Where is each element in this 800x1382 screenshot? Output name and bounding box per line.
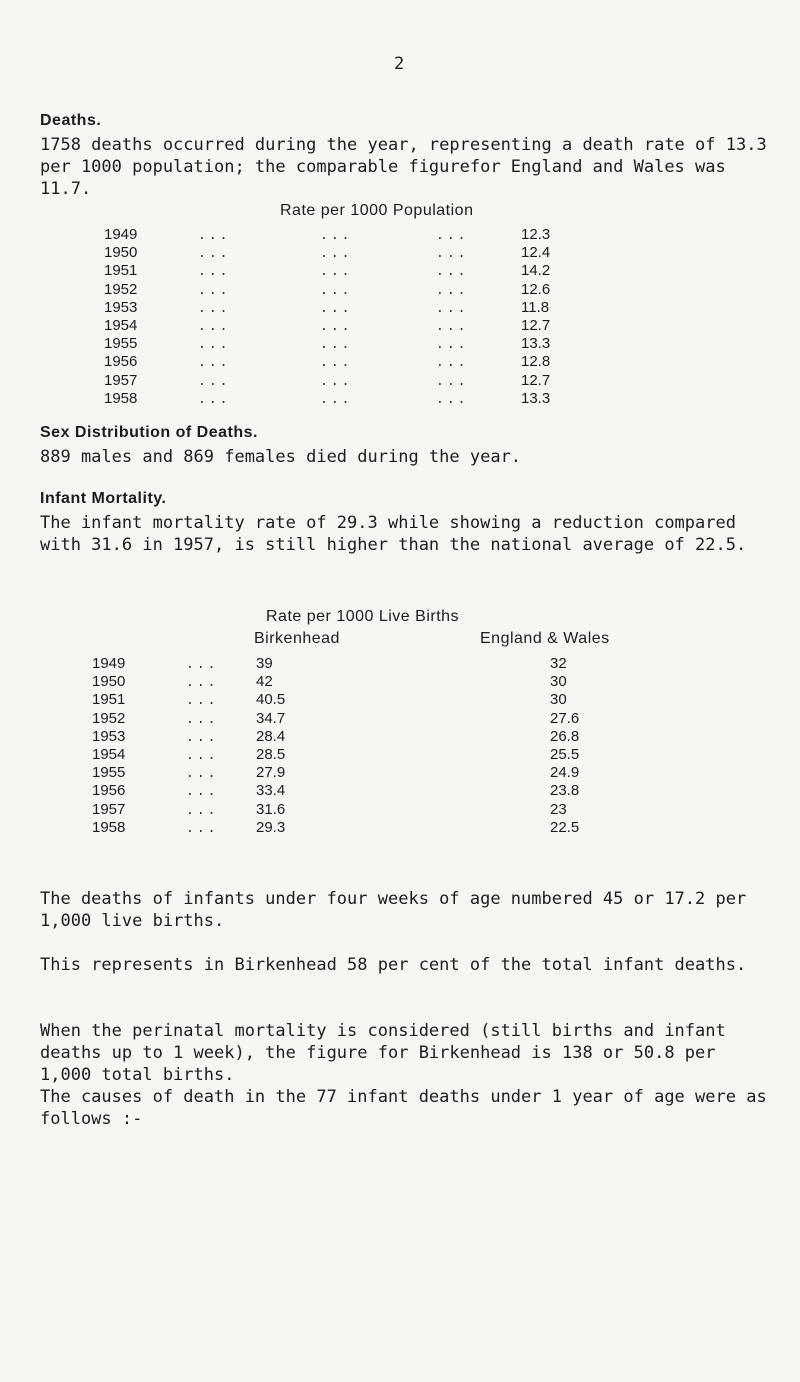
- birkenhead-rate: 39: [256, 655, 273, 672]
- leader-dots: ...: [436, 355, 469, 371]
- infant-rate-year: 1953: [92, 727, 126, 745]
- deaths-heading: Deaths.: [40, 112, 102, 129]
- england-wales-rate: 23.8: [550, 782, 580, 800]
- leader-dots: ...: [198, 373, 231, 389]
- england-wales-rate: 26.8: [550, 727, 580, 745]
- leader-dots: ...: [436, 300, 469, 316]
- sex-distribution-heading: Sex Distribution of Deaths.: [40, 424, 258, 441]
- death-rate-value: 12.6: [521, 280, 551, 298]
- death-rate-year: 1952: [104, 280, 138, 298]
- leader-dots: ...: [436, 246, 469, 262]
- leader-dots: ...: [436, 282, 469, 298]
- infant-rate-year: 1949: [92, 655, 126, 672]
- birkenhead-rate: 29.3: [256, 818, 286, 836]
- leader-dots: ...: [320, 264, 353, 280]
- england-wales-column-header: England & Wales: [480, 630, 610, 647]
- birkenhead-rate: 28.5: [256, 746, 286, 763]
- leader-dots: ...: [198, 355, 231, 371]
- birkenhead-rate: 34.7: [256, 709, 286, 727]
- leader-dots: ...: [436, 373, 469, 389]
- leader-dots: ...: [436, 228, 469, 243]
- england-wales-rate: 32: [550, 655, 567, 672]
- infant-rate-year: 1957: [92, 800, 126, 818]
- death-rate-value: 12.3: [521, 226, 551, 243]
- england-wales-rate: 27.6: [550, 709, 580, 727]
- death-rate-year: 1957: [104, 371, 138, 389]
- leader-dots: ...: [198, 246, 231, 262]
- perinatal-paragraph: When the perinatal mortality is considered (still births and infant deaths up to 1 week), the figure for Birkenhead is 138 or 50.8 per 1,000 total births.: [40, 1021, 726, 1085]
- infant-rate-year: 1950: [92, 673, 126, 691]
- death-rate-year: 1950: [104, 244, 138, 262]
- leader-dots: ...: [186, 820, 219, 836]
- leader-dots: ...: [436, 264, 469, 280]
- leader-dots: ...: [186, 729, 219, 745]
- birkenhead-rate: 31.6: [256, 800, 286, 818]
- death-rate-value: 12.8: [521, 353, 551, 371]
- death-rate-year: 1953: [104, 298, 138, 316]
- birkenhead-rate: 28.4: [256, 727, 286, 745]
- death-rate-year: 1958: [104, 389, 138, 407]
- death-rate-value: 12.7: [521, 317, 551, 334]
- leader-dots: ...: [186, 784, 219, 800]
- birkenhead-column-header: Birkenhead: [254, 630, 340, 647]
- leader-dots: ...: [320, 391, 353, 407]
- england-wales-rate: 24.9: [550, 764, 580, 782]
- death-rate-year: 1951: [104, 262, 138, 280]
- england-wales-rate: 30: [550, 673, 567, 691]
- leader-dots: ...: [320, 319, 353, 334]
- four-weeks-paragraph: The deaths of infants under four weeks of age numbered 45 or 17.2 per 1,000 live births.: [40, 889, 747, 931]
- leader-dots: ...: [436, 337, 469, 353]
- leader-dots: ...: [198, 228, 231, 243]
- represents-paragraph: This represents in Birkenhead 58 per cent of the total infant deaths.: [40, 955, 747, 975]
- page-number: 2: [394, 54, 405, 74]
- infant-rate-table-header: Rate per 1000 Live Births: [266, 608, 460, 625]
- birkenhead-rate: 40.5: [256, 691, 286, 709]
- england-wales-rate: 23: [550, 800, 567, 818]
- infant-mortality-heading: Infant Mortality.: [40, 490, 167, 507]
- birkenhead-rate: 42: [256, 673, 273, 691]
- death-rate-value: 11.8: [521, 298, 550, 316]
- leader-dots: ...: [198, 391, 231, 407]
- england-wales-rate: 25.5: [550, 746, 580, 763]
- leader-dots: ...: [186, 711, 219, 727]
- death-rate-year: 1956: [104, 353, 138, 371]
- leader-dots: ...: [320, 228, 353, 243]
- leader-dots: ...: [186, 657, 219, 672]
- death-rate-year: 1954: [104, 317, 138, 334]
- death-rate-year: 1955: [104, 335, 138, 353]
- death-rate-value: 13.3: [521, 389, 551, 407]
- deaths-paragraph: 1758 deaths occurred during the year, representing a death rate of 13.3 per 1000 population; the comparable figurefor England and Wales was 11.7.: [40, 135, 767, 199]
- infant-rate-year: 1958: [92, 818, 126, 836]
- birkenhead-rate: 27.9: [256, 764, 286, 782]
- leader-dots: ...: [320, 300, 353, 316]
- causes-paragraph: The causes of death in the 77 infant deaths under 1 year of age were as follows :-: [40, 1087, 767, 1129]
- leader-dots: ...: [186, 802, 219, 818]
- leader-dots: ...: [320, 337, 353, 353]
- england-wales-rate: 30: [550, 691, 567, 709]
- death-rate-year: 1949: [104, 226, 138, 243]
- leader-dots: ...: [320, 373, 353, 389]
- infant-rate-year: 1952: [92, 709, 126, 727]
- death-rate-value: 12.7: [521, 371, 551, 389]
- leader-dots: ...: [198, 264, 231, 280]
- infant-mortality-paragraph: The infant mortality rate of 29.3 while showing a reduction compared with 31.6 in 1957, is still higher than the national average of 22.5.: [40, 513, 747, 555]
- leader-dots: ...: [186, 766, 219, 782]
- leader-dots: ...: [186, 693, 219, 709]
- death-rate-value: 13.3: [521, 335, 551, 353]
- leader-dots: ...: [186, 748, 219, 763]
- leader-dots: ...: [198, 337, 231, 353]
- birkenhead-rate: 33.4: [256, 782, 286, 800]
- death-rate-value: 14.2: [521, 262, 551, 280]
- leader-dots: ...: [198, 319, 231, 334]
- england-wales-rate: 22.5: [550, 818, 580, 836]
- infant-rate-year: 1956: [92, 782, 126, 800]
- leader-dots: ...: [436, 319, 469, 334]
- leader-dots: ...: [320, 282, 353, 298]
- sex-distribution-paragraph: 889 males and 869 females died during the year.: [40, 447, 522, 467]
- leader-dots: ...: [198, 282, 231, 298]
- infant-rate-year: 1955: [92, 764, 126, 782]
- infant-rate-year: 1954: [92, 746, 126, 763]
- leader-dots: ...: [198, 300, 231, 316]
- death-rate-table-header: Rate per 1000 Population: [280, 202, 474, 219]
- leader-dots: ...: [320, 355, 353, 371]
- death-rate-value: 12.4: [521, 244, 551, 262]
- leader-dots: ...: [320, 246, 353, 262]
- leader-dots: ...: [186, 675, 219, 691]
- infant-rate-year: 1951: [92, 691, 126, 709]
- leader-dots: ...: [436, 391, 469, 407]
